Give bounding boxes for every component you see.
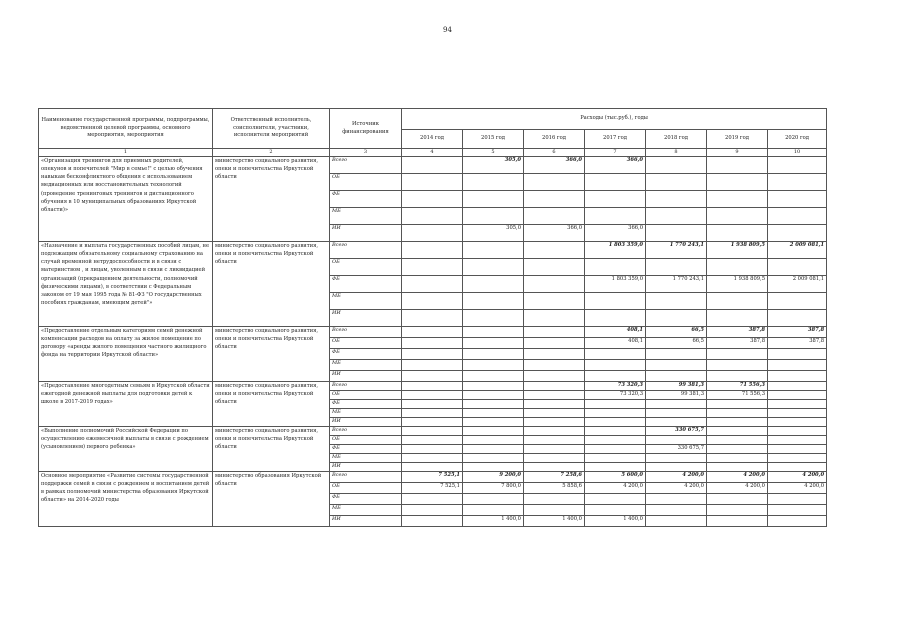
- value-cell: [463, 436, 524, 445]
- value-cell: 366,0: [524, 157, 585, 174]
- value-cell: [585, 360, 646, 371]
- value-cell: [524, 445, 585, 454]
- value-cell: 1 400,0: [524, 516, 585, 527]
- source-cell: ФБ: [330, 494, 402, 505]
- value-cell: [768, 505, 827, 516]
- table-row: [39, 242, 827, 259]
- value-cell: [463, 293, 524, 310]
- value-cell: [585, 454, 646, 463]
- value-cell: [646, 349, 707, 360]
- value-cell: [463, 208, 524, 225]
- value-cell: [768, 436, 827, 445]
- header-year: 2015 год: [463, 130, 524, 149]
- source-cell: МБ: [330, 454, 402, 463]
- value-cell: 71 556,3: [707, 391, 768, 400]
- value-cell: 73 320,3: [585, 382, 646, 391]
- value-cell: [463, 409, 524, 418]
- value-cell: [646, 310, 707, 327]
- value-cell: [524, 382, 585, 391]
- value-cell: [524, 371, 585, 382]
- value-cell: [402, 225, 463, 242]
- value-cell: [646, 463, 707, 472]
- value-cell: [524, 208, 585, 225]
- value-cell: 99 381,3: [646, 391, 707, 400]
- value-cell: [524, 310, 585, 327]
- value-cell: [524, 505, 585, 516]
- value-cell: 408,1: [585, 327, 646, 338]
- column-number: 7: [585, 149, 646, 157]
- value-cell: [402, 516, 463, 527]
- executor-cell: министерство социального развития, опеки и попечительства Иркутской области: [213, 242, 330, 327]
- value-cell: [463, 463, 524, 472]
- source-cell: Всего: [330, 427, 402, 436]
- column-number: 9: [707, 149, 768, 157]
- source-cell: ФБ: [330, 349, 402, 360]
- value-cell: [463, 454, 524, 463]
- value-cell: [707, 349, 768, 360]
- value-cell: [463, 276, 524, 293]
- value-cell: [768, 418, 827, 427]
- page-number: 94: [443, 26, 452, 34]
- value-cell: [402, 505, 463, 516]
- value-cell: [768, 360, 827, 371]
- value-cell: [402, 191, 463, 208]
- value-cell: [402, 463, 463, 472]
- value-cell: [524, 427, 585, 436]
- value-cell: 9 200,0: [463, 472, 524, 483]
- program-name-cell: «Организация тренингов для приемных родителей, опекунов и попечителей "Мир в семье!" с целью обучения навыкам бесконфликтного общения с использованием медиационных или восстановительных технологий (проведение тренинговых тренингов и дистанционного обучения в 10 муниципальных образованиях Иркутской области)»: [39, 157, 213, 242]
- column-number: 3: [330, 149, 402, 157]
- value-cell: [707, 259, 768, 276]
- value-cell: [707, 436, 768, 445]
- value-cell: [646, 436, 707, 445]
- value-cell: [463, 505, 524, 516]
- value-cell: [707, 225, 768, 242]
- value-cell: [646, 293, 707, 310]
- source-cell: ИИ: [330, 310, 402, 327]
- value-cell: [463, 242, 524, 259]
- column-number: 5: [463, 149, 524, 157]
- value-cell: [402, 494, 463, 505]
- value-cell: [585, 349, 646, 360]
- executor-cell: министерство социального развития, опеки и попечительства Иркутской области: [213, 157, 330, 242]
- source-cell: ФБ: [330, 445, 402, 454]
- value-cell: 7 800,0: [463, 483, 524, 494]
- value-cell: 71 556,3: [707, 382, 768, 391]
- value-cell: [707, 371, 768, 382]
- value-cell: [768, 382, 827, 391]
- value-cell: [768, 293, 827, 310]
- value-cell: [524, 436, 585, 445]
- value-cell: 66,5: [646, 338, 707, 349]
- source-cell: ИИ: [330, 371, 402, 382]
- value-cell: [524, 174, 585, 191]
- value-cell: [585, 371, 646, 382]
- value-cell: 66,5: [646, 327, 707, 338]
- value-cell: [707, 494, 768, 505]
- value-cell: [402, 454, 463, 463]
- executor-cell: министерство социального развития, опеки и попечительства Иркутской области: [213, 327, 330, 382]
- value-cell: [463, 400, 524, 409]
- header-executor: Ответственный исполнитель, соисполнители, участники, исполнители мероприятий: [213, 109, 330, 149]
- value-cell: [585, 174, 646, 191]
- value-cell: 1 770 243,1: [646, 276, 707, 293]
- value-cell: [524, 409, 585, 418]
- value-cell: [402, 259, 463, 276]
- value-cell: [524, 327, 585, 338]
- value-cell: [402, 436, 463, 445]
- value-cell: [646, 174, 707, 191]
- value-cell: [768, 445, 827, 454]
- header-year: 2020 год: [768, 130, 827, 149]
- value-cell: 1 803 359,0: [585, 276, 646, 293]
- value-cell: [524, 494, 585, 505]
- source-cell: МБ: [330, 360, 402, 371]
- value-cell: [402, 445, 463, 454]
- value-cell: [768, 409, 827, 418]
- value-cell: [463, 360, 524, 371]
- value-cell: [524, 338, 585, 349]
- value-cell: [646, 208, 707, 225]
- value-cell: [402, 174, 463, 191]
- value-cell: [402, 276, 463, 293]
- source-cell: Всего: [330, 242, 402, 259]
- value-cell: [524, 349, 585, 360]
- program-name-cell: «Выполнение полномочий Российской Федерации по осуществлению ежемесячной выплаты в связи с рождением (усыновлением) первого ребенка»: [39, 427, 213, 472]
- value-cell: [707, 400, 768, 409]
- value-cell: [585, 505, 646, 516]
- value-cell: [646, 400, 707, 409]
- value-cell: [463, 445, 524, 454]
- value-cell: [707, 360, 768, 371]
- source-cell: МБ: [330, 505, 402, 516]
- value-cell: [646, 409, 707, 418]
- value-cell: [585, 436, 646, 445]
- source-cell: Всего: [330, 327, 402, 338]
- value-cell: 387,8: [768, 327, 827, 338]
- value-cell: [585, 259, 646, 276]
- value-cell: [463, 494, 524, 505]
- value-cell: 366,0: [585, 225, 646, 242]
- table-row: [39, 382, 827, 391]
- value-cell: [402, 409, 463, 418]
- value-cell: [585, 463, 646, 472]
- value-cell: 4 200,0: [707, 472, 768, 483]
- expenses-table: [38, 108, 827, 527]
- source-cell: Всего: [330, 382, 402, 391]
- source-cell: Всего: [330, 472, 402, 483]
- header-year: 2018 год: [646, 130, 707, 149]
- value-cell: [707, 310, 768, 327]
- value-cell: [707, 409, 768, 418]
- value-cell: [707, 293, 768, 310]
- value-cell: 1 400,0: [585, 516, 646, 527]
- header-expenses: Расходы (тыс.руб.), годы: [402, 109, 827, 130]
- value-cell: [463, 174, 524, 191]
- value-cell: 366,0: [585, 157, 646, 174]
- header-program: Наименование государственной программы, подпрограммы, ведомственной целевой программы, основного мероприятия, мероприятия: [39, 109, 213, 149]
- value-cell: 305,0: [463, 225, 524, 242]
- value-cell: 7 525,1: [402, 472, 463, 483]
- value-cell: [768, 371, 827, 382]
- column-number: 10: [768, 149, 827, 157]
- value-cell: [768, 427, 827, 436]
- value-cell: [585, 293, 646, 310]
- column-number: 4: [402, 149, 463, 157]
- value-cell: 330 675,7: [646, 427, 707, 436]
- value-cell: 4 200,0: [768, 472, 827, 483]
- source-cell: МБ: [330, 409, 402, 418]
- value-cell: [585, 445, 646, 454]
- value-cell: [768, 391, 827, 400]
- value-cell: 408,1: [585, 338, 646, 349]
- value-cell: 4 200,0: [646, 472, 707, 483]
- header-year: 2014 год: [402, 130, 463, 149]
- value-cell: [768, 157, 827, 174]
- value-cell: [402, 391, 463, 400]
- source-cell: ОБ: [330, 391, 402, 400]
- value-cell: [463, 371, 524, 382]
- table-row: [39, 157, 827, 174]
- header-sources: Источник финансирования: [330, 109, 402, 149]
- value-cell: 1 770 243,1: [646, 242, 707, 259]
- value-cell: [707, 157, 768, 174]
- value-cell: [402, 242, 463, 259]
- value-cell: [402, 310, 463, 327]
- value-cell: [463, 191, 524, 208]
- value-cell: [707, 454, 768, 463]
- value-cell: [402, 338, 463, 349]
- value-cell: [768, 463, 827, 472]
- source-cell: ИИ: [330, 418, 402, 427]
- value-cell: [768, 516, 827, 527]
- value-cell: [402, 400, 463, 409]
- value-cell: [524, 293, 585, 310]
- value-cell: [402, 157, 463, 174]
- value-cell: [707, 516, 768, 527]
- value-cell: 73 320,3: [585, 391, 646, 400]
- column-number: 8: [646, 149, 707, 157]
- value-cell: 2 009 081,1: [768, 276, 827, 293]
- value-cell: [768, 208, 827, 225]
- value-cell: 1 803 359,0: [585, 242, 646, 259]
- value-cell: [463, 338, 524, 349]
- value-cell: [585, 418, 646, 427]
- value-cell: [463, 382, 524, 391]
- value-cell: [463, 327, 524, 338]
- value-cell: [585, 208, 646, 225]
- value-cell: [463, 349, 524, 360]
- value-cell: [402, 293, 463, 310]
- value-cell: 305,0: [463, 157, 524, 174]
- value-cell: 387,8: [707, 327, 768, 338]
- value-cell: 387,8: [768, 338, 827, 349]
- executor-cell: министерство образования Иркутской области: [213, 472, 330, 527]
- value-cell: [646, 157, 707, 174]
- value-cell: [707, 174, 768, 191]
- value-cell: [768, 310, 827, 327]
- value-cell: 1 400,0: [463, 516, 524, 527]
- value-cell: 1 938 809,5: [707, 276, 768, 293]
- value-cell: [524, 400, 585, 409]
- value-cell: [585, 191, 646, 208]
- value-cell: [707, 208, 768, 225]
- value-cell: 387,8: [707, 338, 768, 349]
- value-cell: [768, 454, 827, 463]
- value-cell: [768, 400, 827, 409]
- value-cell: [585, 409, 646, 418]
- source-cell: ФБ: [330, 276, 402, 293]
- value-cell: [646, 371, 707, 382]
- value-cell: [768, 259, 827, 276]
- program-name-cell: «Предоставление многодетным семьям в Иркутской области ежегодной денежной выплаты для подготовки детей к школе в 2017-2019 годах»: [39, 382, 213, 427]
- value-cell: 366,0: [524, 225, 585, 242]
- program-name-cell: Основное мероприятие «Развитие системы государственной поддержки семей в связи с рождением и воспитанием детей в рамках полномочий министерства образования Иркутской области» на 2014-2020 годы: [39, 472, 213, 527]
- value-cell: [524, 454, 585, 463]
- value-cell: [646, 516, 707, 527]
- source-cell: ОБ: [330, 436, 402, 445]
- value-cell: 2 009 081,1: [768, 242, 827, 259]
- value-cell: [646, 360, 707, 371]
- table-row: [39, 327, 827, 338]
- value-cell: [524, 360, 585, 371]
- value-cell: 4 200,0: [768, 483, 827, 494]
- value-cell: [707, 418, 768, 427]
- source-cell: ИИ: [330, 516, 402, 527]
- source-cell: ФБ: [330, 400, 402, 409]
- value-cell: [646, 191, 707, 208]
- value-cell: [768, 225, 827, 242]
- value-cell: [463, 391, 524, 400]
- source-cell: ОБ: [330, 174, 402, 191]
- table-row: [39, 427, 827, 436]
- value-cell: [402, 371, 463, 382]
- column-number: 2: [213, 149, 330, 157]
- value-cell: [524, 242, 585, 259]
- value-cell: [524, 463, 585, 472]
- value-cell: [585, 310, 646, 327]
- value-cell: [585, 494, 646, 505]
- source-cell: ИИ: [330, 463, 402, 472]
- column-number: 1: [39, 149, 213, 157]
- value-cell: [768, 191, 827, 208]
- source-cell: МБ: [330, 293, 402, 310]
- value-cell: 4 200,0: [646, 483, 707, 494]
- source-cell: Всего: [330, 157, 402, 174]
- value-cell: 7 525,1: [402, 483, 463, 494]
- value-cell: 330 675,7: [646, 445, 707, 454]
- value-cell: [463, 310, 524, 327]
- program-name-cell: «Предоставление отдельным категориям семей денежной компенсации расходов на оплату за жилое помещение по договору «аренды жилого помещения частного жилищного фонда на территории Иркутской области»: [39, 327, 213, 382]
- value-cell: [707, 445, 768, 454]
- source-cell: ФБ: [330, 191, 402, 208]
- header-year: 2017 год: [585, 130, 646, 149]
- value-cell: [463, 259, 524, 276]
- value-cell: [524, 259, 585, 276]
- value-cell: [524, 276, 585, 293]
- value-cell: [646, 418, 707, 427]
- source-cell: ОБ: [330, 338, 402, 349]
- value-cell: [707, 191, 768, 208]
- source-cell: ИИ: [330, 225, 402, 242]
- source-cell: ОБ: [330, 259, 402, 276]
- value-cell: [646, 259, 707, 276]
- value-cell: 5 858,6: [524, 483, 585, 494]
- value-cell: [585, 427, 646, 436]
- source-cell: ОБ: [330, 483, 402, 494]
- value-cell: 4 200,0: [707, 483, 768, 494]
- program-name-cell: «Назначение и выплата государственных пособий лицам, не подлежащим обязательному социальному страхованию на случай временной нетрудоспособности и в связи с материнством , и лицам, уволенным в связи с ликвидацией организаций (прекращением деятельности, полномочий физическими лицами), в соответствии с Федеральным законом от 19 мая 1995 года № 81-ФЗ "О государственных пособиях гражданам, имеющим детей"»: [39, 242, 213, 327]
- value-cell: [646, 505, 707, 516]
- value-cell: [707, 427, 768, 436]
- value-cell: 5 600,0: [585, 472, 646, 483]
- value-cell: [768, 349, 827, 360]
- header-year: 2019 год: [707, 130, 768, 149]
- value-cell: [463, 418, 524, 427]
- table-row: [39, 472, 827, 483]
- value-cell: [402, 327, 463, 338]
- value-cell: 99 381,3: [646, 382, 707, 391]
- value-cell: [585, 400, 646, 409]
- value-cell: [646, 225, 707, 242]
- executor-cell: министерство социального развития, опеки и попечительства Иркутской области: [213, 427, 330, 472]
- value-cell: 1 938 809,5: [707, 242, 768, 259]
- value-cell: [402, 418, 463, 427]
- value-cell: [402, 208, 463, 225]
- value-cell: [524, 391, 585, 400]
- value-cell: [524, 191, 585, 208]
- value-cell: [402, 349, 463, 360]
- value-cell: 7 258,6: [524, 472, 585, 483]
- value-cell: [707, 505, 768, 516]
- column-number: 6: [524, 149, 585, 157]
- value-cell: [768, 494, 827, 505]
- header-year: 2016 год: [524, 130, 585, 149]
- value-cell: [402, 360, 463, 371]
- value-cell: 4 200,0: [585, 483, 646, 494]
- value-cell: [646, 494, 707, 505]
- value-cell: [768, 174, 827, 191]
- value-cell: [707, 463, 768, 472]
- value-cell: [402, 427, 463, 436]
- value-cell: [524, 418, 585, 427]
- value-cell: [402, 382, 463, 391]
- value-cell: [646, 454, 707, 463]
- source-cell: МБ: [330, 208, 402, 225]
- value-cell: [463, 427, 524, 436]
- executor-cell: министерство социального развития, опеки и попечительства Иркутской области: [213, 382, 330, 427]
